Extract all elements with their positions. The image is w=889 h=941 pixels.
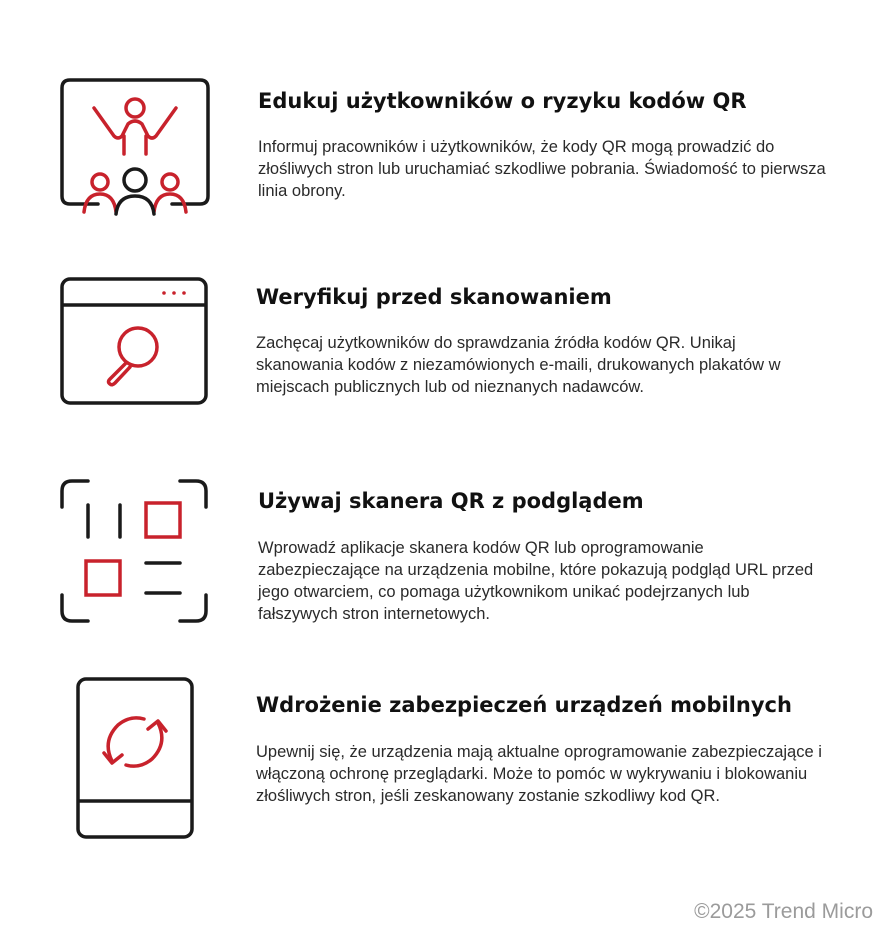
tip-title: Używaj skanera QR z podglądem [258,489,644,513]
tip-description: Informuj pracowników i użytkowników, że kody QR mogą prowadzić do złośliwych stron lub uruchamiać szkodliwe pobrania. Świadomość to pierwsza linia obrony. [258,138,826,200]
tip-description: Wprowadź aplikacje skanera kodów QR lub oprogramowanie zabezpieczające na urządzenia mobilne, które pokazują podgląd URL przed jego otwarciem, co pomaga użytkownikom unikać podejrzanych lub fałszywych stron internetowych. [258,539,814,623]
tip-description: Upewnij się, że urządzenia mają aktualne oprogramowanie zabezpieczające i włączoną ochronę przeglądarki. Może to pomóc w wykrywaniu i blokowaniu złośliwych stron, jeśli zeskanowany zostanie szkodliwy kod QR. [256,743,822,805]
tip-description: Zachęcaj użytkowników do sprawdzania źródła kodów QR. Unikaj skanowania kodów z niezamówionych e-maili, drukowanych plakatów w miejscach publicznych lub od nieznanych nadawców. [256,334,781,396]
qr-scanner-icon [58,477,210,625]
tip-title: Edukuj użytkowników o ryzyku kodów QR [258,89,747,113]
tip-title: Wdrożenie zabezpieczeń urządzeń mobilnych [256,693,792,717]
tip-title: Weryfikuj przed skanowaniem [256,285,612,309]
mobile-update-icon [74,675,196,841]
browser-search-icon [58,275,210,407]
copyright-text: ©2025 Trend Micro [694,900,873,923]
people-celebrating-icon [58,76,212,216]
